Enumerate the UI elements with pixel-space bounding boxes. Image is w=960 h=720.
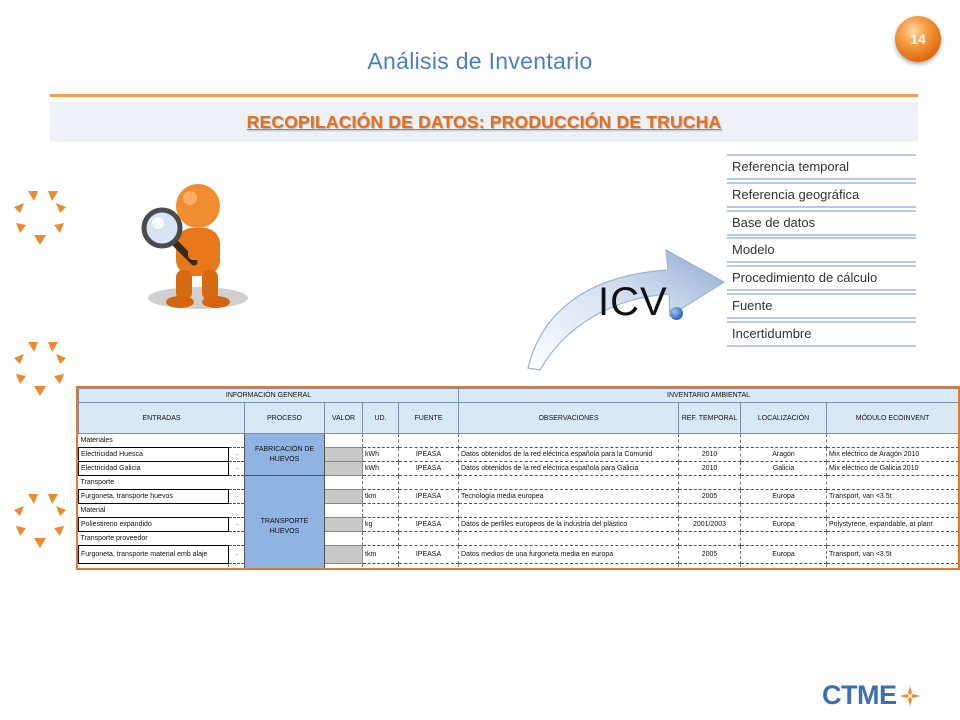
unit-cell: kg [363,518,399,532]
source-cell: IPEASA [399,448,459,462]
sparkle-icon [899,685,921,707]
section-subtitle: RECOPILACIÓN DE DATOS: PRODUCCIÓN DE TRUCHA [246,112,722,132]
table-row [79,462,959,476]
group-header-ambiental: INVENTARIO AMBIENTAL [459,389,959,403]
column-header: PROCESO [245,403,325,434]
reference-item: Fuente [727,293,916,319]
ctme-logo [822,680,921,711]
arrow-mark-icon: → [229,518,245,532]
module-cell: Transport, van <3.5t [827,546,959,564]
page-number-badge: 14 [895,16,941,62]
arrow-mark-icon: → [229,462,245,476]
reference-item: Modelo [727,237,916,263]
reference-item: Procedimiento de cálculo [727,265,916,291]
source-cell: IPEASA [399,518,459,532]
location-cell: Aragón [741,448,827,462]
arrow-mark-icon: → [229,448,245,462]
entrada-cell: Poliestireno expandido [79,518,229,532]
column-header: VALOR [325,403,363,434]
module-cell: Transport, van <3.5t [827,490,959,504]
reference-item: Base de datos [727,210,916,236]
arrow-cluster-icon [8,185,72,249]
ref-cell: 2010 [679,462,741,476]
value-cell [325,448,363,462]
location-cell: Europa [741,546,827,564]
arrow-cluster-icon [8,336,72,400]
source-cell: IPEASA [399,462,459,476]
entrada-cell: Furgoneta, transporte material emb alaje [79,546,229,564]
reference-list [727,154,916,349]
section-label: Materiales [79,434,245,448]
location-cell: Europa [741,518,827,532]
logo-text: CTME [822,680,897,710]
table-row [79,518,959,532]
magnifier-figure-icon [132,178,252,313]
process-cell: FABRICACIÓN DE HUEVOS [245,434,325,476]
value-cell [325,518,363,532]
arrow-cluster-icon [8,488,72,552]
ref-cell: 2005 [679,490,741,504]
reference-item: Referencia temporal [727,154,916,180]
icv-label: ICV [598,280,668,324]
ref-cell: 2001/2003 [679,518,741,532]
observation-cell: Datos obtenidos de la red eléctrica española para Galicia [459,462,679,476]
section-label: Transporte [79,476,245,490]
observation-cell: Datos medios de una furgoneta media en europa [459,546,679,564]
source-cell: IPEASA [399,490,459,504]
inventory-spreadsheet [76,386,960,570]
observation-cell: Datos obtenidos de la red eléctrica española para la Comunid [459,448,679,462]
reference-item: Incertidumbre [727,321,916,347]
title-divider [50,94,918,97]
reference-item: Referencia geográfica [727,182,916,208]
value-cell [325,462,363,476]
column-header: ENTRADAS [79,403,245,434]
ref-cell: 2010 [679,448,741,462]
location-cell: Galicia [741,462,827,476]
arrow-mark-icon: → [229,490,245,504]
section-label: Transporte proveedor [79,532,245,546]
observation-cell: Tecnología media europea [459,490,679,504]
arrow-mark-icon: → [229,546,245,564]
ref-cell: 2005 [679,546,741,564]
value-cell [325,546,363,564]
entrada-cell: Furgoneta, transporte huevos [79,490,229,504]
observation-cell: Datos de perfiles europeos de la industria del plástico [459,518,679,532]
column-header: FUENTE [399,403,459,434]
column-header: UD. [363,403,399,434]
slide-title: Análisis de Inventario [367,48,593,74]
bullet-dot-icon [670,307,683,320]
module-cell: Mix eléctrico de Galicia 2010 [827,462,959,476]
entrada-cell: Electricidad Galicia [79,462,229,476]
source-cell: IPEASA [399,546,459,564]
value-cell [325,490,363,504]
table-row [79,546,959,564]
column-header: REF. TEMPORAL [679,403,741,434]
unit-cell: kWh [363,448,399,462]
column-header: LOCALIZACIÓN [741,403,827,434]
process-cell: TRANSPORTE HUEVOS [245,476,325,571]
column-header: MÓDULO ECOINVENT [827,403,959,434]
entrada-cell: Electricidad Huesca [79,448,229,462]
table-row [79,448,959,462]
inventory-table [78,388,959,570]
unit-cell: tkm [363,490,399,504]
column-header: OBSERVACIONES [459,403,679,434]
group-header-general: INFORMACIÓN GENERAL [79,389,459,403]
unit-cell: tkm [363,546,399,564]
module-cell: Polystyrene, expandable, at plant [827,518,959,532]
unit-cell: kWh [363,462,399,476]
table-row [79,490,959,504]
location-cell: Europa [741,490,827,504]
module-cell: Mix eléctrico de Aragón 2010 [827,448,959,462]
section-label: Material [79,504,245,518]
